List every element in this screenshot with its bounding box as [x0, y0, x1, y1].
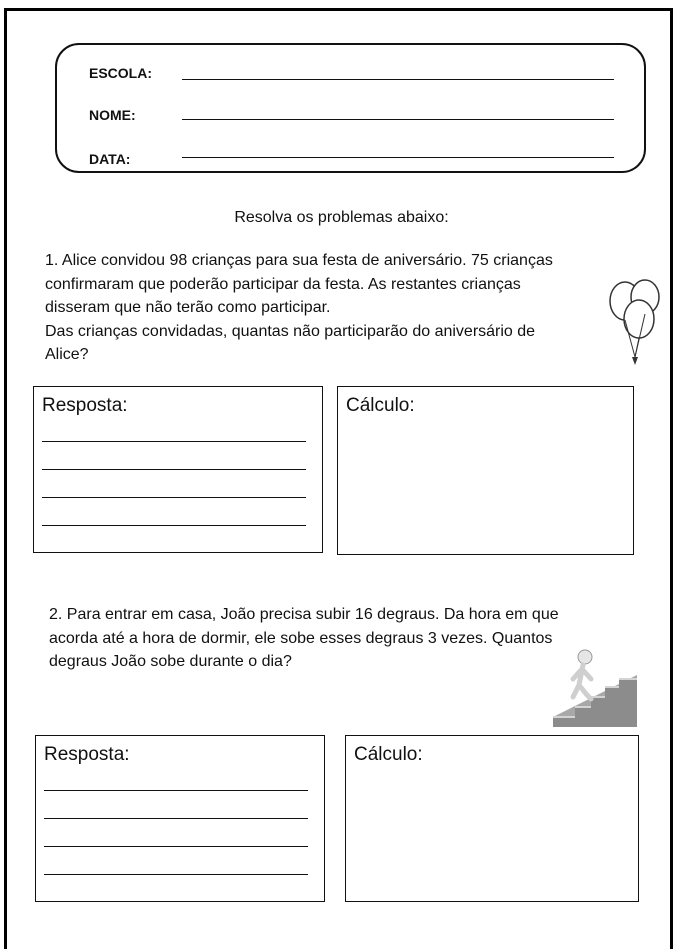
calculation-label: Cálculo: [346, 395, 415, 416]
problem-line: 2. Para entrar em casa, João precisa subir 16 degraus. Da hora em que [49, 606, 559, 623]
calculation-label: Cálculo: [354, 744, 423, 765]
calculation-box-2[interactable] [345, 735, 639, 902]
calculation-box-1[interactable] [337, 386, 634, 555]
worksheet-page [4, 8, 673, 949]
problem-line: confirmaram que poderão participar da festa. As restantes crianças [45, 275, 521, 293]
balloons-icon [605, 279, 663, 371]
school-label: ESCOLA: [89, 65, 152, 81]
problem-line: Alice? [45, 346, 89, 363]
answer-label: Resposta: [44, 744, 130, 765]
student-info-box [55, 43, 646, 173]
problem-line: acorda até a hora de dormir, ele sobe esses degraus 3 vezes. Quantos [49, 629, 553, 647]
answer-line[interactable] [42, 441, 306, 442]
answer-box-1[interactable] [33, 386, 323, 553]
problem-line: 1. Alice convidou 98 crianças para sua festa de aniversário. 75 crianças [45, 252, 553, 269]
date-label: DATA: [89, 151, 131, 167]
school-field[interactable] [182, 79, 614, 80]
answer-line[interactable] [42, 497, 306, 498]
answer-line[interactable] [44, 874, 308, 875]
name-field[interactable] [182, 119, 614, 120]
answer-label: Resposta: [42, 395, 128, 416]
answer-line[interactable] [44, 846, 308, 847]
date-field[interactable] [182, 157, 614, 158]
person-climbing-stairs-icon [547, 643, 639, 727]
answer-line[interactable] [42, 525, 306, 526]
instruction-text: Resolva os problemas abaixo: [234, 209, 449, 226]
problem-line: disseram que não terão como participar. [45, 299, 331, 316]
answer-line[interactable] [44, 818, 308, 819]
problem-line: Das crianças convidadas, quantas não participarão do aniversário de [45, 322, 536, 340]
problem-1-text [45, 249, 630, 367]
answer-line[interactable] [44, 790, 308, 791]
answer-box-2[interactable] [35, 735, 325, 902]
answer-line[interactable] [42, 469, 306, 470]
problem-line: degraus João sobe durante o dia? [49, 653, 292, 670]
name-label: NOME: [89, 107, 136, 123]
